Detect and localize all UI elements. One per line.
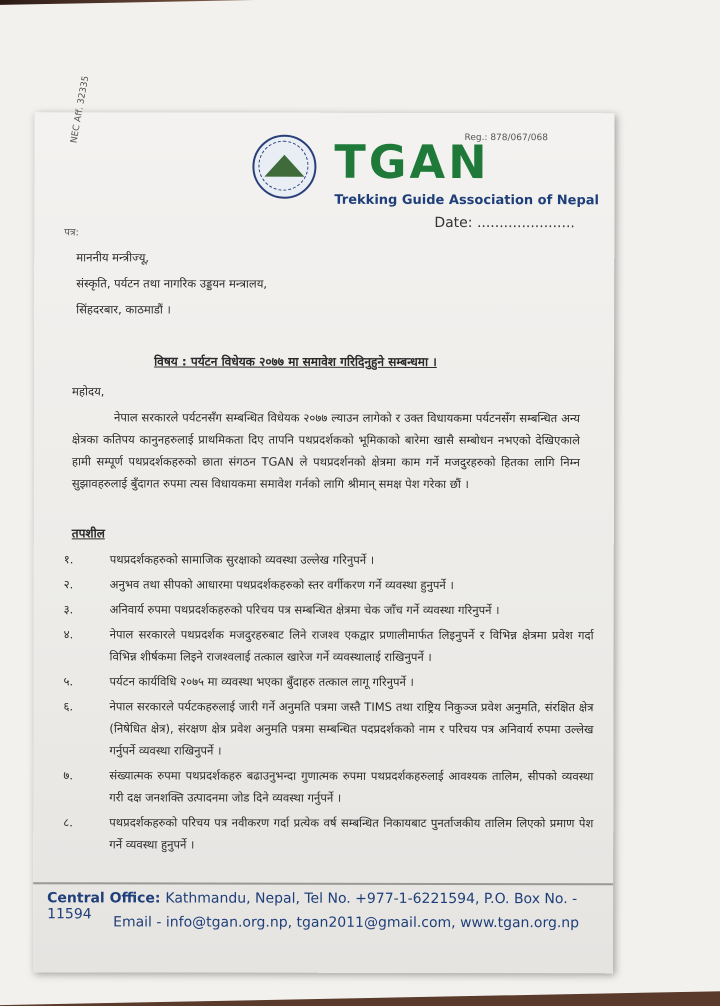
- letter-reference: पत्र:: [64, 227, 79, 239]
- item-text: पथप्रदर्शकहरुको परिचय पत्र नवीकरण गर्दा प्रत्येक वर्ष सम्बन्धित निकायबाट पुनर्ताजकीय तालिम लिएको प्रमाण पेश गर्ने व्यवस्था हुनुपर्ने ।: [109, 815, 594, 852]
- tgan-logo: [252, 135, 316, 199]
- brand-name: TGAN: [334, 134, 490, 190]
- item-number: ७.: [63, 768, 74, 783]
- nec-affiliation-number: NEC Aff. 32335: [69, 75, 92, 145]
- item-number: ३.: [63, 602, 74, 617]
- registration-number: Reg.: 878/067/068: [464, 133, 548, 144]
- organization-name: Trekking Guide Association of Nepal: [334, 192, 600, 209]
- item-number: २.: [63, 577, 74, 592]
- list-item: [64, 670, 594, 693]
- letter-page: [33, 75, 615, 973]
- details-heading: तपशील: [71, 526, 105, 541]
- item-number: १.: [63, 552, 74, 567]
- date-field: Date: ......................: [434, 214, 575, 232]
- list-item: [64, 598, 594, 621]
- list-item: [64, 548, 594, 571]
- item-text: अनुभव तथा सीपको आधारमा पथप्रदर्शकहरुको स्तर वर्गीकरण गर्ने व्यवस्था हुनुपर्ने ।: [109, 577, 454, 592]
- item-text: नेपाल सरकारले पर्यटकहरुलाई जारी गर्ने अनुमति पत्रमा जस्तै TIMS तथा राष्ट्रिय निकुञ्ज प्रवेश अनुमति, संरक्षित क्षेत्र (निषेधित क्षेत्र), संरक्षण क्षेत्र प्रवेश अनुमति पत्रमा सम्बन्धित पदप्रदर्शकको नाम र परिचय पत्र अनिवार्य रुपमा उल्लेख गर्नुपर्ने व्यवस्था राखिनुपर्ने ।: [109, 699, 594, 758]
- suggestion-list: [63, 548, 594, 859]
- footer-office-label: Central Office:: [47, 890, 161, 907]
- list-item: [64, 573, 594, 596]
- mountain-icon: [264, 155, 304, 177]
- list-item: [63, 811, 593, 856]
- item-number: ८.: [63, 815, 73, 830]
- item-text: पर्यटन कार्यविधि २०७५ मा व्यवस्था भएका बुँदाहरु तत्काल लागू गरिनुपर्ने ।: [109, 674, 414, 689]
- footer-contact: Email - info@tgan.org.np, tgan2011@gmail.com, www.tgan.org.np: [113, 914, 580, 932]
- footer-office-text: Kathmandu, Nepal, Tel No. +977-1-6221594, P.O. Box No. - 11594: [47, 890, 578, 923]
- item-text: अनिवार्य रुपमा पथप्रदर्शकहरुको परिचय पत्र सम्बन्धित क्षेत्रमा चेक जाँच गर्ने व्यवस्था गरिनुपर्ने ।: [109, 602, 500, 618]
- body-paragraph: नेपाल सरकारले पर्यटनसँग सम्बन्धित विधेयक २०७७ ल्याउन लागेको र उक्त विधायकमा पर्यटनसँग सम्बन्धित अन्य क्षेत्रका कतिपय कानुनहरुलाई प्राथमिकता दिए तापनि पथप्रदर्शकको भूमिकाको बारेमा खासै सम्बोधन नभएको देखिएकाले हामी सम्पूर्ण पथप्रदर्शकहरुको छाता संगठन TGAN ले पथप्रदर्शनको क्षेत्रमा काम गर्ने मजदुरहरुको हितका लागि निम्न सुझावहरुलाई बुँदागत रुपमा त्यस विधायकमा समावेश गर्नको लागि श्रीमान् समक्ष पेश गरेका छौं ।: [71, 410, 580, 492]
- list-item: [63, 764, 593, 809]
- greeting: महोदय,: [72, 384, 105, 399]
- address-line-3: सिंहदरबार, काठमाडौं ।: [76, 302, 171, 317]
- address-line-2: संस्कृति, पर्यटन तथा नागरिक उड्डयन मन्त्रालय,: [76, 276, 268, 291]
- list-item: [64, 623, 594, 668]
- item-text: संख्यात्मक रुपमा पथप्रदर्शकहरु बढाउनुभन्दा गुणात्मक रुपमा पथप्रदर्शकहरुलाई आवश्यक तालिम, सीपको व्यवस्था गरी दक्ष जनशक्ति उत्पादनमा जोड दिने व्यवस्था गर्नुपर्ने ।: [109, 768, 594, 805]
- item-number: ६.: [63, 699, 74, 714]
- list-item: [63, 695, 593, 762]
- address-line-1: माननीय मन्त्रीज्यू,: [76, 250, 150, 265]
- item-number: ५.: [63, 674, 74, 689]
- letter-subject: विषय : पर्यटन विधेयक २०७७ मा समावेश गरिदिनुहुने सम्बन्धमा ।: [154, 354, 437, 369]
- footer-divider: [33, 882, 613, 885]
- item-number: ४.: [63, 627, 74, 642]
- item-text: पथप्रदर्शकहरुको सामाजिक सुरक्षाको व्यवस्था उल्लेख गरिनुपर्ने ।: [109, 552, 375, 567]
- item-text: नेपाल सरकारले पथप्रदर्शक मजदुरहरुबाट लिने राजश्व एकद्वार प्रणालीमार्फत लिइनुपर्ने र विभिन्न क्षेत्रमा प्रवेश गर्दा विभिन्न शीर्षकमा लिइने राजश्वलाई तत्काल खारेज गर्ने व्यवस्थालाई राखिनुपर्ने ।: [109, 627, 594, 664]
